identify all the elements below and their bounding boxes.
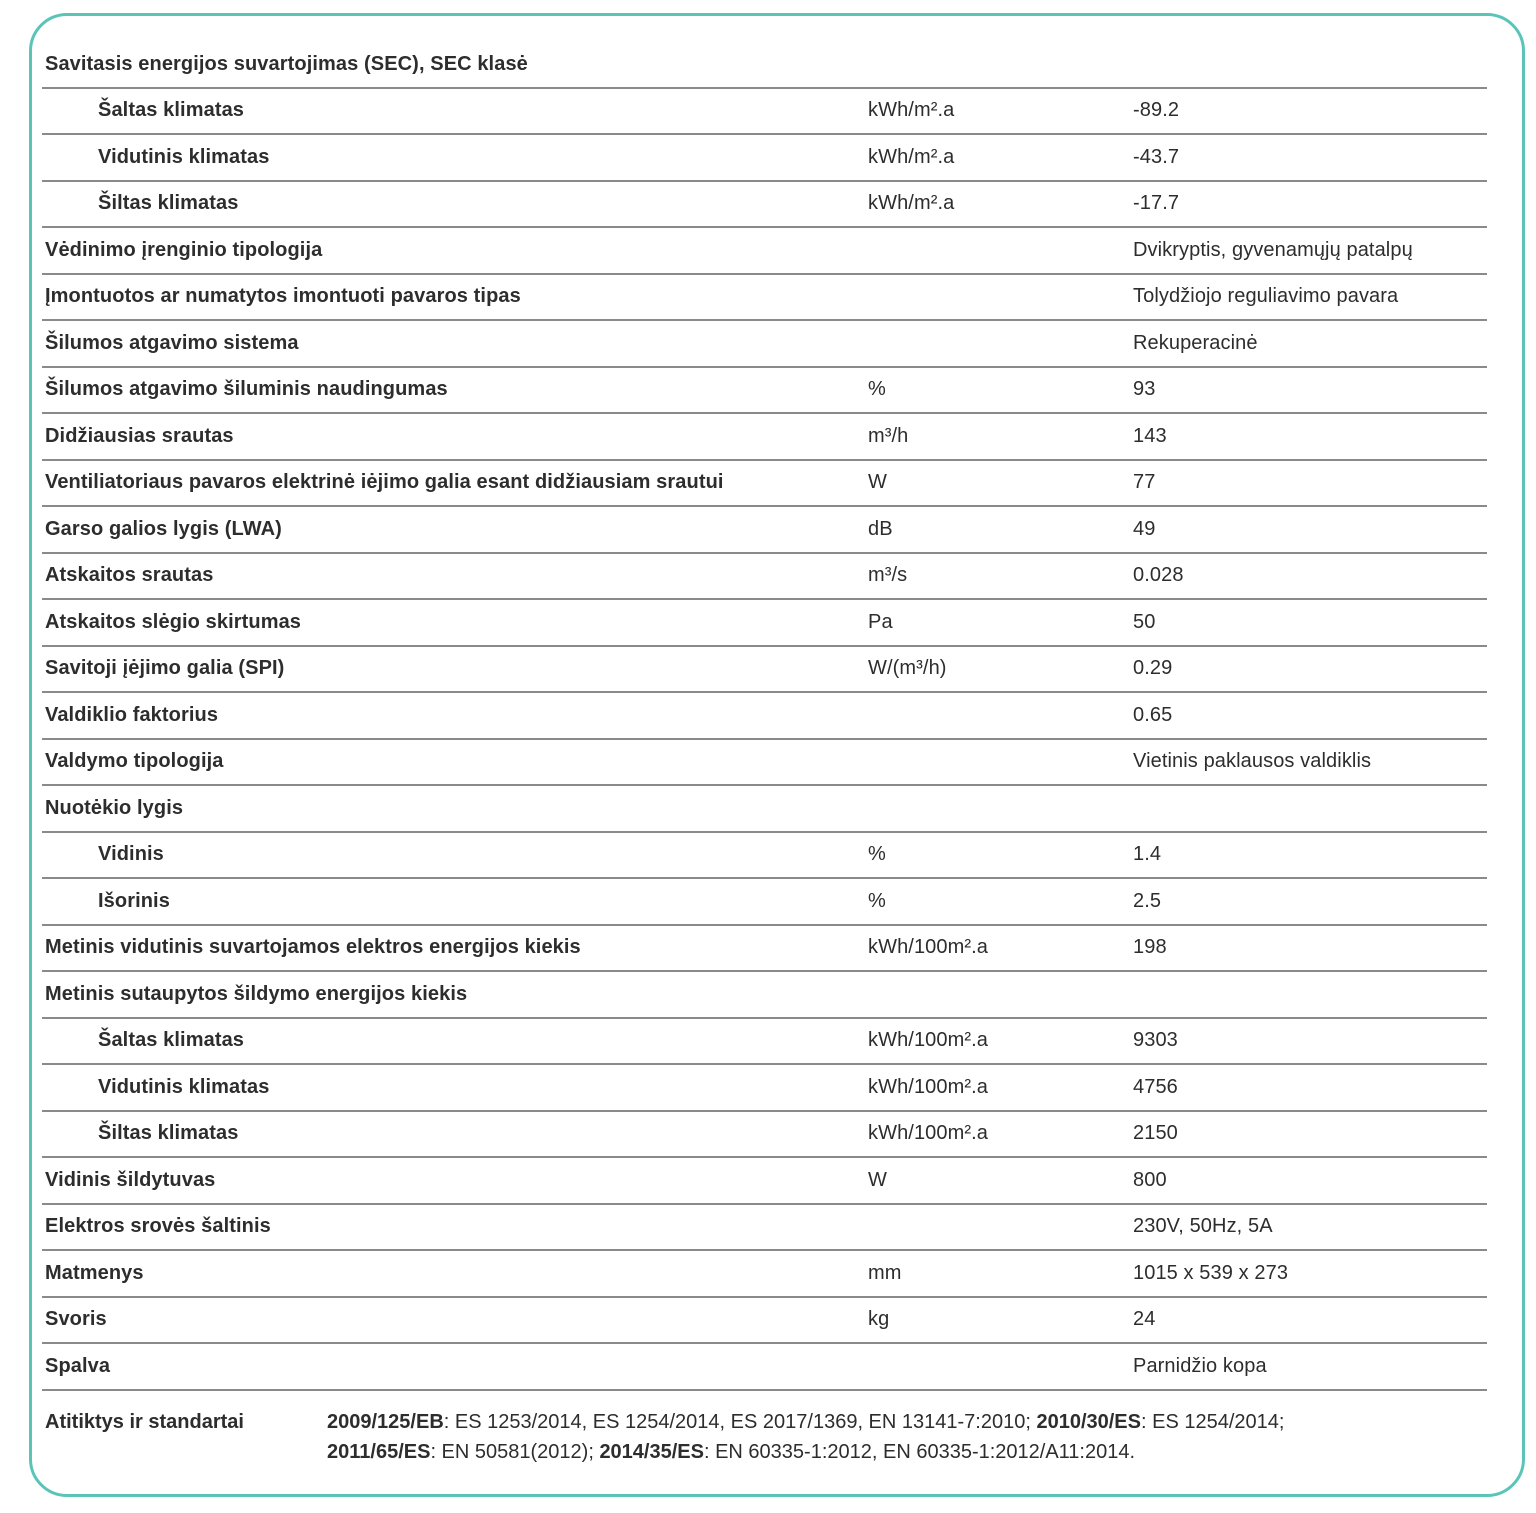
- row-label: Metinis sutaupytos šildymo energijos kiekis: [45, 982, 468, 1005]
- row-label: Šilumos atgavimo šiluminis naudingumas: [45, 378, 448, 401]
- row-value: -43.7: [1133, 145, 1180, 168]
- row-unit: m³/s: [868, 564, 908, 587]
- table-row: [42, 786, 1487, 833]
- row-unit: dB: [868, 517, 893, 540]
- table-row: [42, 554, 1487, 601]
- row-value: 0.65: [1133, 703, 1173, 726]
- row-value: 143: [1133, 424, 1167, 447]
- row-value: 2150: [1133, 1122, 1178, 1145]
- row-label: Savitasis energijos suvartojimas (SEC), SEC klasė: [45, 52, 528, 75]
- table-row: [42, 275, 1487, 322]
- row-value: 50: [1133, 610, 1156, 633]
- row-label: Šiltas klimatas: [98, 1122, 239, 1145]
- row-label: Elektros srovės šaltinis: [45, 1215, 271, 1238]
- row-unit: mm: [868, 1261, 902, 1284]
- directive-code: 2014/35/ES: [599, 1440, 704, 1463]
- row-unit: kg: [868, 1308, 890, 1331]
- directive-code: 2010/30/ES: [1036, 1410, 1141, 1433]
- row-label: Didžiausias srautas: [45, 424, 234, 447]
- row-unit: kWh/m².a: [868, 192, 955, 215]
- compliance-line: [327, 1407, 1487, 1437]
- table-row: [42, 1112, 1487, 1159]
- row-unit: kWh/100m².a: [868, 1122, 989, 1145]
- row-label: Savitoji įėjimo galia (SPI): [45, 657, 285, 680]
- table-row: [42, 600, 1487, 647]
- table-row: [42, 740, 1487, 787]
- row-value: Rekuperacinė: [1133, 331, 1258, 354]
- row-unit: m³/h: [868, 424, 909, 447]
- compliance-section: [42, 1407, 1487, 1467]
- row-label: Šiltas klimatas: [98, 192, 239, 215]
- row-value: 2.5: [1133, 889, 1162, 912]
- table-row: [42, 507, 1487, 554]
- row-label: Metinis vidutinis suvartojamos elektros energijos kiekis: [45, 936, 581, 959]
- row-label: Garso galios lygis (LWA): [45, 517, 282, 540]
- directive-code: 2009/125/EB: [327, 1410, 444, 1433]
- table-row: [42, 833, 1487, 880]
- compliance-label: Atitiktys ir standartai: [45, 1410, 244, 1433]
- row-label: Atskaitos srautas: [45, 564, 214, 587]
- row-label: Šaltas klimatas: [98, 1029, 245, 1052]
- row-value: Parnidžio kopa: [1133, 1354, 1267, 1377]
- row-value: 93: [1133, 378, 1156, 401]
- table-row: [42, 972, 1487, 1019]
- row-label: Valdiklio faktorius: [45, 703, 219, 726]
- row-label: Vidinis: [98, 843, 164, 866]
- table-row: [42, 89, 1487, 136]
- row-unit: %: [868, 378, 886, 401]
- row-label: Vėdinimo įrenginio tipologija: [45, 238, 323, 261]
- row-label: Išorinis: [98, 889, 170, 912]
- table-row: [42, 42, 1487, 89]
- row-value: 77: [1133, 471, 1156, 494]
- directive-code: 2011/65/ES: [327, 1440, 431, 1463]
- row-value: Dvikryptis, gyvenamųjų patalpų: [1133, 238, 1413, 261]
- row-unit: W: [868, 1168, 887, 1191]
- table-row: [42, 1158, 1487, 1205]
- standards-text: : EN 50581(2012);: [430, 1440, 600, 1463]
- table-row: [42, 647, 1487, 694]
- row-unit: W: [868, 471, 887, 494]
- row-label: Ventiliatoriaus pavaros elektrinė iėjimo galia esant didžiausiam srautui: [45, 471, 724, 494]
- row-unit: kWh/m².a: [868, 145, 955, 168]
- row-label: Valdymo tipologija: [45, 750, 224, 773]
- row-value: 800: [1133, 1168, 1167, 1191]
- table-row: [42, 228, 1487, 275]
- table-row: [42, 1205, 1487, 1252]
- row-value: 49: [1133, 517, 1156, 540]
- row-unit: %: [868, 889, 886, 912]
- row-unit: kWh/100m².a: [868, 936, 989, 959]
- row-value: 24: [1133, 1308, 1156, 1331]
- row-label: Vidutinis klimatas: [98, 1075, 270, 1098]
- table-row: [42, 1298, 1487, 1345]
- row-label: Nuotėkio lygis: [45, 796, 184, 819]
- row-value: 230V, 50Hz, 5A: [1133, 1215, 1273, 1238]
- row-label: Įmontuotos ar numatytos imontuoti pavaros tipas: [45, 285, 521, 308]
- table-row: [42, 1065, 1487, 1112]
- row-value: Vietinis paklausos valdiklis: [1133, 750, 1372, 773]
- row-label: Vidutinis klimatas: [98, 145, 270, 168]
- row-unit: Pa: [868, 610, 893, 633]
- row-value: 1.4: [1133, 843, 1162, 866]
- standards-text: : EN 60335-1:2012, EN 60335-1:2012/A11:2014.: [703, 1440, 1136, 1463]
- row-unit: kWh/100m².a: [868, 1075, 989, 1098]
- standards-text: : ES 1254/2014;: [1140, 1410, 1285, 1433]
- row-unit: kWh/m².a: [868, 99, 955, 122]
- table-row: [42, 879, 1487, 926]
- table-row: [42, 461, 1487, 508]
- row-label: Atskaitos slėgio skirtumas: [45, 610, 302, 633]
- row-label: Vidinis šildytuvas: [45, 1168, 216, 1191]
- compliance-line: [327, 1437, 1487, 1467]
- table-row: [42, 693, 1487, 740]
- spec-sheet-frame: [29, 13, 1525, 1497]
- row-label: Svoris: [45, 1308, 107, 1331]
- table-row: [42, 368, 1487, 415]
- table-row: [42, 1251, 1487, 1298]
- row-value: 4756: [1133, 1075, 1178, 1098]
- row-value: -89.2: [1133, 99, 1180, 122]
- row-value: -17.7: [1133, 192, 1180, 215]
- row-value: 9303: [1133, 1029, 1178, 1052]
- row-label: Šaltas klimatas: [98, 99, 245, 122]
- row-unit: W/(m³/h): [868, 657, 947, 680]
- row-value: 0.028: [1133, 564, 1184, 587]
- table-row: [42, 1019, 1487, 1066]
- row-value: Tolydžiojo reguliavimo pavara: [1133, 285, 1399, 308]
- row-value: 1015 x 539 x 273: [1133, 1261, 1289, 1284]
- row-unit: %: [868, 843, 886, 866]
- spec-table: [42, 42, 1487, 1391]
- compliance-text: [327, 1407, 1487, 1467]
- row-label: Šilumos atgavimo sistema: [45, 331, 299, 354]
- row-label: Matmenys: [45, 1261, 144, 1284]
- table-row: [42, 135, 1487, 182]
- row-unit: kWh/100m².a: [868, 1029, 989, 1052]
- table-row: [42, 1344, 1487, 1391]
- table-row: [42, 321, 1487, 368]
- table-row: [42, 926, 1487, 973]
- row-value: 0.29: [1133, 657, 1173, 680]
- row-value: 198: [1133, 936, 1167, 959]
- table-row: [42, 182, 1487, 229]
- standards-text: : ES 1253/2014, ES 1254/2014, ES 2017/1369, EN 13141-7:2010;: [443, 1410, 1037, 1433]
- row-label: Spalva: [45, 1354, 111, 1377]
- table-row: [42, 414, 1487, 461]
